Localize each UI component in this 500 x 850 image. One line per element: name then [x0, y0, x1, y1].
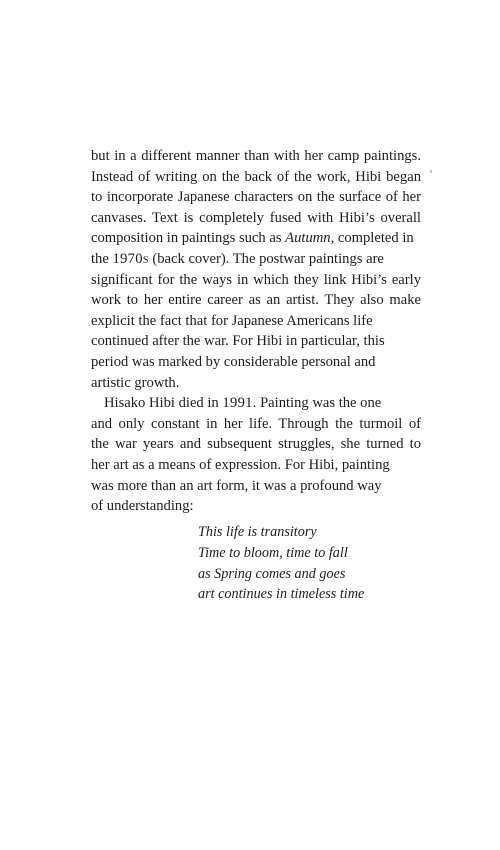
paper-speck — [430, 170, 432, 173]
poem-line: This life is transitory — [198, 524, 317, 540]
text-line — [91, 249, 421, 270]
text-line: continued after the war. For Hibi in particular, this — [91, 333, 385, 350]
text-fragment: completed in — [334, 230, 414, 247]
decade-number: 1970s — [112, 250, 149, 267]
artwork-title: Autumn, — [285, 230, 335, 247]
text-fragment: . Painting was the one — [252, 395, 382, 412]
text-line: work to her entire career as an artist. They also make — [91, 292, 421, 309]
text-line: Instead of writing on the back of the work, Hibi began — [91, 168, 421, 185]
text-line: her art as a means of expression. For Hibi, painting — [91, 456, 390, 473]
text-line — [91, 393, 421, 414]
paragraph-2 — [91, 393, 421, 517]
text-line: but in a different manner than with her camp paintings. — [91, 148, 421, 164]
poem-line: as Spring comes and goes — [198, 565, 346, 582]
text-line: of understanding: — [91, 498, 194, 515]
text-fragment: composition in paintings such as — [91, 230, 286, 247]
text-line: explicit the fact that for Japanese Americans life — [91, 312, 373, 329]
poem-line: Time to bloom, time to fall — [198, 544, 348, 561]
text-line: was more than an art form, it was a profound way — [91, 477, 382, 494]
text-line: to incorporate Japanese characters on the surface of her — [91, 189, 421, 206]
text-line — [91, 228, 421, 249]
text-line: significant for the ways in which they link Hibi’s early — [91, 271, 421, 288]
text-line: period was marked by considerable personal and — [91, 353, 376, 370]
text-line: the war years and subsequent struggles, she turned to — [91, 436, 421, 453]
year-number: 1991 — [222, 395, 253, 412]
text-fragment: (back cover). The postwar paintings are — [148, 250, 384, 267]
text-line: canvases. Text is completely fused with Hibi’s overall — [91, 209, 421, 226]
text-fragment: the — [91, 250, 113, 267]
poem-line: art continues in timeless time — [198, 586, 365, 603]
text-fragment: Hisako Hibi died in — [104, 395, 223, 412]
paragraph-1 — [91, 146, 421, 393]
poem-quote — [198, 522, 418, 605]
body-text — [91, 146, 421, 517]
text-line: artistic growth. — [91, 374, 180, 391]
text-line: and only constant in her life. Through the turmoil of — [91, 415, 421, 432]
